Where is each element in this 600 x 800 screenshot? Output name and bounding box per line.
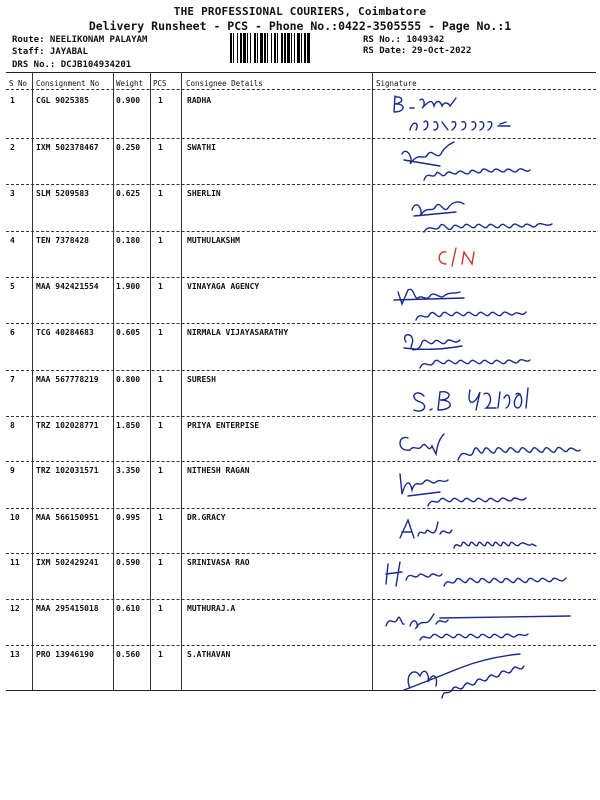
signature-11 <box>380 556 595 602</box>
row-consignee: SWATHI <box>187 143 216 152</box>
row-sno: 4 <box>10 236 15 245</box>
col-divider-consignment <box>113 72 114 690</box>
signature-6 <box>380 328 595 374</box>
col-divider-weight <box>150 72 151 690</box>
row-consignee: SRINIVASA RAO <box>187 558 250 567</box>
signature-12 <box>380 604 595 648</box>
row-consignee: SHERLIN <box>187 189 221 198</box>
col-header-consignment: Consignment No <box>36 79 100 88</box>
row-weight: 0.610 <box>116 604 141 613</box>
row-consignee: SURESH <box>187 375 216 384</box>
signature-1 <box>380 92 595 136</box>
col-header-consignee: Consignee Details <box>186 79 263 88</box>
drs-number: DRS No.: DCJB104934201 <box>12 60 132 70</box>
row-consignment-no: MAA 566150951 <box>36 513 99 522</box>
row-pcs: 1 <box>158 96 163 105</box>
row-weight: 3.350 <box>116 466 141 475</box>
staff-label: Staff: JAYABAL <box>12 47 88 57</box>
row-consignment-no: CGL 9025385 <box>36 96 89 105</box>
signature-8 <box>380 420 595 466</box>
row-sno: 9 <box>10 466 15 475</box>
row-separator <box>6 138 596 139</box>
col-header-weight: Weight <box>116 79 144 88</box>
col-divider-pcs <box>181 72 182 690</box>
row-weight: 0.250 <box>116 143 141 152</box>
table-header-rule <box>6 89 596 90</box>
row-weight: 0.800 <box>116 375 141 384</box>
row-pcs: 1 <box>158 143 163 152</box>
row-consignment-no: TRZ 102028771 <box>36 421 99 430</box>
row-consignment-no: MAA 942421554 <box>36 282 99 291</box>
rs-date: RS Date: 29-Oct-2022 <box>363 46 472 56</box>
row-consignee: NIRMALA VIJAYASARATHY <box>187 328 289 337</box>
row-pcs: 1 <box>158 513 163 522</box>
route-label: Route: NEELIKONAM PALAYAM <box>12 35 148 45</box>
row-sno: 3 <box>10 189 15 198</box>
row-consignee: RADHA <box>187 96 212 105</box>
row-consignee: VINAYAGA AGENCY <box>187 282 260 291</box>
col-header-sno: S No <box>9 79 28 88</box>
row-consignment-no: TRZ 102031571 <box>36 466 99 475</box>
row-consignee: MUTHULAKSHM <box>187 236 240 245</box>
col-header-signature: Signature <box>376 79 417 88</box>
row-pcs: 1 <box>158 328 163 337</box>
row-consignee: NITHESH RAGAN <box>187 466 250 475</box>
signature-2 <box>380 140 595 186</box>
row-sno: 10 <box>10 513 20 522</box>
row-consignment-no: MAA 567778219 <box>36 375 99 384</box>
row-consignment-no: IXM 502378467 <box>36 143 99 152</box>
row-weight: 0.560 <box>116 650 141 659</box>
row-pcs: 1 <box>158 236 163 245</box>
row-consignee: DR.GRACY <box>187 513 226 522</box>
row-weight: 0.900 <box>116 96 141 105</box>
row-pcs: 1 <box>158 604 163 613</box>
runsheet-subtitle: Delivery Runsheet - PCS - Phone No.:0422-3505555 - Page No.:1 <box>88 19 512 33</box>
row-pcs: 1 <box>158 558 163 567</box>
signature-3 <box>380 190 595 240</box>
table-top-rule <box>6 72 596 73</box>
row-sno: 5 <box>10 282 15 291</box>
col-divider-sno <box>32 72 33 690</box>
signature-13 <box>380 646 595 706</box>
row-weight: 1.900 <box>116 282 141 291</box>
row-pcs: 1 <box>158 421 163 430</box>
row-consignment-no: PRO 13946190 <box>36 650 94 659</box>
row-consignment-no: TEN 7378428 <box>36 236 89 245</box>
row-sno: 13 <box>10 650 20 659</box>
row-sno: 2 <box>10 143 15 152</box>
row-consignment-no: TCG 40284683 <box>36 328 94 337</box>
row-weight: 0.180 <box>116 236 141 245</box>
row-consignee: S.ATHAVAN <box>187 650 231 659</box>
runsheet-title: THE PROFESSIONAL COURIERS, Coimbatore <box>173 5 427 18</box>
row-sno: 6 <box>10 328 15 337</box>
row-pcs: 1 <box>158 375 163 384</box>
row-sno: 11 <box>10 558 20 567</box>
row-pcs: 1 <box>158 282 163 291</box>
row-sno: 12 <box>10 604 20 613</box>
row-consignment-no: IXM 502429241 <box>36 558 99 567</box>
col-divider-consignee <box>372 72 373 690</box>
col-header-pcs: PCS <box>153 79 167 88</box>
row-weight: 0.995 <box>116 513 141 522</box>
barcode-image <box>228 33 356 63</box>
row-weight: 0.590 <box>116 558 141 567</box>
row-pcs: 1 <box>158 650 163 659</box>
row-weight: 0.625 <box>116 189 141 198</box>
rs-number: RS No.: 1049342 <box>363 35 445 45</box>
signature-5 <box>380 282 595 326</box>
signature-4-cn-stamp <box>380 242 595 278</box>
row-sno: 8 <box>10 421 15 430</box>
row-consignee: MUTHURAJ.A <box>187 604 236 613</box>
signature-9 <box>380 466 595 510</box>
row-sno: 1 <box>10 96 15 105</box>
row-weight: 1.850 <box>116 421 141 430</box>
signature-10 <box>380 512 595 558</box>
row-weight: 0.605 <box>116 328 141 337</box>
row-pcs: 1 <box>158 189 163 198</box>
row-consignment-no: MAA 295415018 <box>36 604 99 613</box>
row-sno: 7 <box>10 375 15 384</box>
signature-7 <box>380 378 595 420</box>
row-pcs: 1 <box>158 466 163 475</box>
row-consignee: PRIYA ENTERPISE <box>187 421 260 430</box>
row-consignment-no: SLM 5209583 <box>36 189 89 198</box>
